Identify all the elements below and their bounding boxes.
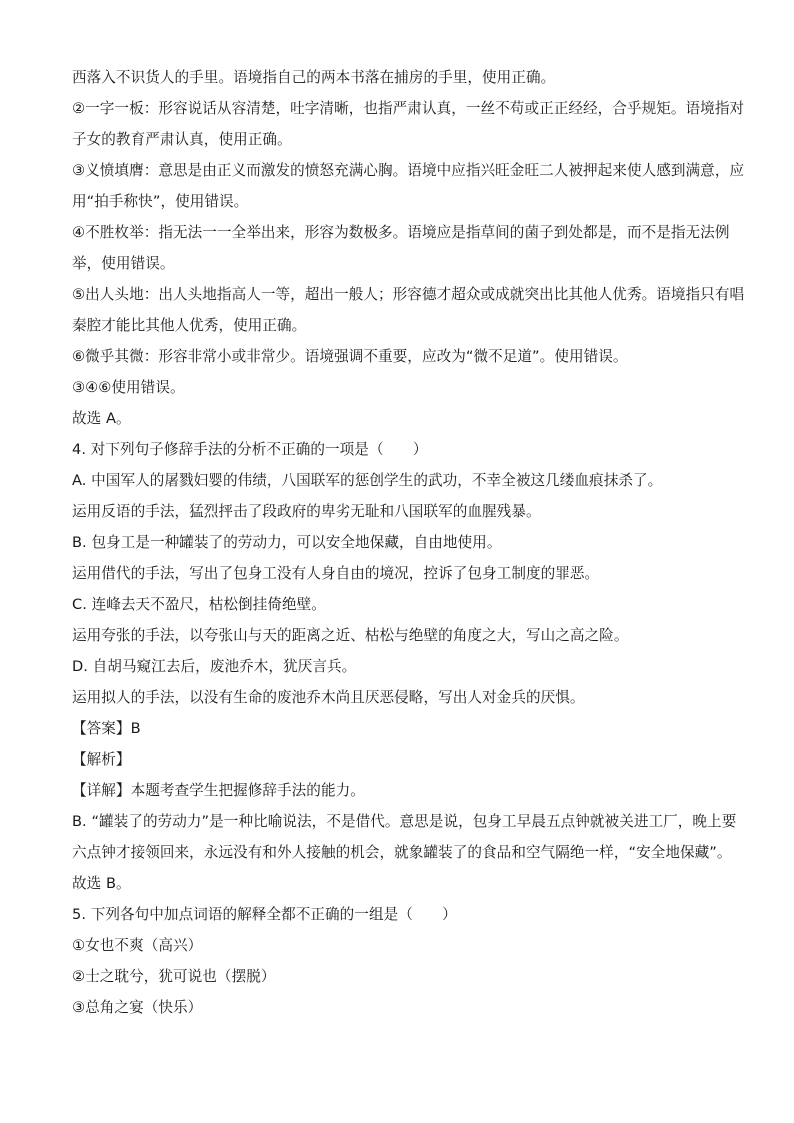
text-line: ③义愤填膺：意思是由正义而激发的愤怒充满心胸。语境中应指兴旺金旺二人被押起来使人感到满意，应 xyxy=(72,162,745,179)
text-line: ③④⑥使用错误。 xyxy=(72,379,185,396)
text-line: 六点钟才接领回来，永远没有和外人接触的机会，就象罐装了的食品和空气隔绝一样，“安全地保藏”。 xyxy=(72,844,732,861)
question-5-stem: 5. 下列各句中加点词语的解释全都不正确的一组是（ ） xyxy=(72,906,457,923)
document-page xyxy=(72,62,745,1023)
text-line: 故选 A。 xyxy=(72,410,131,427)
text-line: ⑤出人头地：出人头地指高人一等，超出一般人；形容德才超众或成就突出比其他人优秀。语境指只有唱 xyxy=(72,286,745,303)
analysis-label: 【解析】 xyxy=(72,751,131,768)
text-line: ⑥微乎其微：形容非常小或非常少。语境强调不重要，应改为“微不足道”。使用错误。 xyxy=(72,348,628,365)
text-line: ②一字一板：形容说话从容清楚，吐字清晰，也指严肃认真，一丝不苟或正正经经，合乎规矩。语境指对 xyxy=(72,100,745,117)
text-line: ④不胜枚举：指无法一一全举出来，形容为数极多。语境应是指草间的菌子到处都是，而不是指无法例 xyxy=(72,224,730,241)
option-b: B. 包身工是一种罐装了的劳动力，可以安全地保藏，自由地使用。 xyxy=(72,534,502,551)
answer-label: 【答案】B xyxy=(72,720,141,737)
detail-label: 【详解】本题考查学生把握修辞手法的能力。 xyxy=(72,782,365,799)
text-line: 举，使用错误。 xyxy=(72,255,175,272)
text-line: 故选 B。 xyxy=(72,875,131,892)
text-line: B. “罐装了的劳动力”是一种比喻说法，不是借代。意思是说，包身工早晨五点钟就被关进工厂，晚上要 xyxy=(72,813,737,830)
option-d-analysis: 运用拟人的手法，以没有生命的废池乔木尚且厌恶侵略，写出人对金兵的厌惧。 xyxy=(72,689,585,706)
text-line: 子女的教育严肃认真，使用正确。 xyxy=(72,131,292,148)
question-4-stem: 4. 对下列句子修辞手法的分析不正确的一项是（ ） xyxy=(72,441,428,458)
option-c: C. 连峰去天不盈尺，枯松倒挂倚绝壁。 xyxy=(72,596,326,613)
option-a-analysis: 运用反语的手法，猛烈抨击了段政府的卑劣无耻和八国联军的血腥残暴。 xyxy=(72,503,541,520)
list-item: ③总角之宴（快乐） xyxy=(72,999,203,1016)
option-b-analysis: 运用借代的手法，写出了包身工没有人身自由的境况，控诉了包身工制度的罪恶。 xyxy=(72,565,600,582)
option-d: D. 自胡马窥江去后，废池乔木，犹厌言兵。 xyxy=(72,658,357,675)
option-a: A. 中国军人的屠戮妇婴的伟绩，八国联军的惩创学生的武功，不幸全被这几缕血痕抹杀了。 xyxy=(72,472,663,489)
text-line: 用“拍手称快”，使用错误。 xyxy=(72,193,249,210)
list-item: ②士之耽兮，犹可说也（摆脱） xyxy=(72,968,276,985)
text-line: 秦腔才能比其他人优秀，使用正确。 xyxy=(72,317,307,334)
list-item: ①女也不爽（高兴） xyxy=(72,937,203,954)
text-line: 西落入不识货人的手里。语境指自己的两本书落在捕房的手里，使用正确。 xyxy=(72,69,556,86)
option-c-analysis: 运用夸张的手法，以夸张山与天的距离之近、枯松与绝壁的角度之大，写山之高之险。 xyxy=(72,627,629,644)
